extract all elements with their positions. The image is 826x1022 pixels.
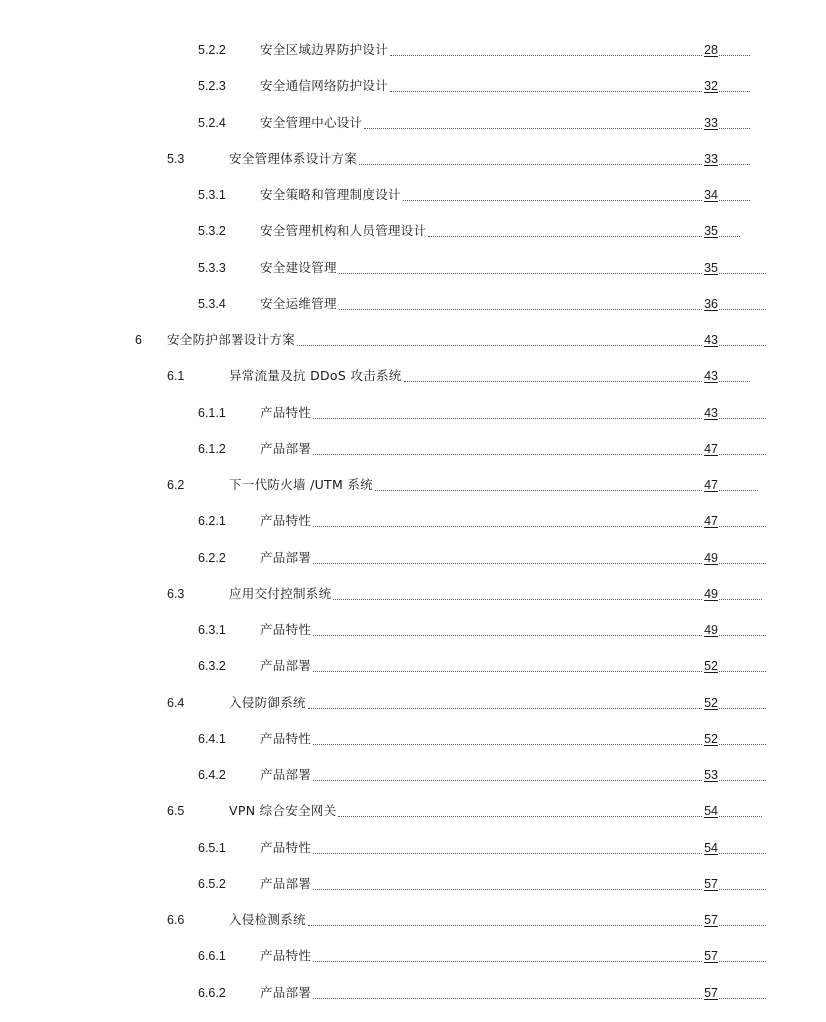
dot-leader bbox=[313, 670, 702, 672]
toc-entry-number: 6 bbox=[135, 333, 142, 347]
dot-leader-tail bbox=[719, 380, 750, 382]
dot-leader-tail bbox=[719, 308, 766, 310]
toc-entry[interactable] bbox=[198, 221, 740, 241]
toc-entry-page-number[interactable]: 54 bbox=[704, 804, 718, 819]
toc-entry-number: 6.6 bbox=[167, 913, 185, 927]
toc-entry-page-number[interactable]: 52 bbox=[704, 695, 718, 710]
toc-entry-page-number[interactable]: 33 bbox=[704, 151, 718, 166]
dot-leader bbox=[364, 127, 702, 129]
toc-entry-title: 安全建设管理 bbox=[260, 259, 337, 275]
toc-entry[interactable] bbox=[198, 946, 766, 966]
toc-entry[interactable] bbox=[198, 548, 766, 568]
dot-leader bbox=[428, 235, 702, 237]
dot-leader bbox=[297, 344, 702, 346]
dot-leader-tail bbox=[719, 199, 750, 201]
toc-entry-number: 5.3.2 bbox=[198, 224, 226, 239]
toc-entry-title: 产品特性 bbox=[260, 622, 312, 637]
toc-entry[interactable] bbox=[198, 983, 766, 1003]
dot-leader bbox=[338, 815, 702, 817]
toc-entry-number: 6.2.2 bbox=[198, 550, 226, 565]
dot-leader-tail bbox=[719, 960, 766, 962]
toc-entry-number: 5.3.4 bbox=[198, 296, 226, 311]
toc-entry-page-number[interactable]: 34 bbox=[704, 188, 718, 202]
toc-entry-page-number[interactable]: 57 bbox=[704, 949, 718, 964]
dot-leader-tail bbox=[719, 163, 750, 165]
dot-leader bbox=[339, 308, 702, 310]
toc-entry-title: 安全管理体系设计方案 bbox=[229, 150, 358, 166]
toc-entry-title: 入侵检测系统 bbox=[229, 912, 306, 927]
toc-entry-title: 产品部署 bbox=[260, 875, 312, 891]
dot-leader bbox=[313, 960, 702, 962]
dot-leader bbox=[313, 852, 702, 854]
toc-entry[interactable] bbox=[198, 76, 750, 96]
toc-entry-page-number[interactable]: 47 bbox=[704, 514, 718, 529]
dot-leader-tail bbox=[719, 779, 766, 781]
toc-entry-number: 6.3.2 bbox=[198, 659, 226, 674]
toc-entry[interactable] bbox=[198, 656, 766, 676]
dot-leader-tail bbox=[719, 924, 766, 926]
toc-entry-title: 安全通信网络防护设计 bbox=[260, 78, 389, 94]
toc-entry-number: 6.4.1 bbox=[198, 731, 226, 746]
toc-entry-title: 安全管理机构和人员管理设计 bbox=[260, 223, 427, 239]
toc-entry-page-number[interactable]: 35 bbox=[704, 224, 718, 239]
toc-entry-title: 下一代防火墙 /UTM 系统 bbox=[229, 477, 373, 492]
toc-entry-number: 6.5 bbox=[167, 804, 185, 819]
toc-entry-page-number[interactable]: 35 bbox=[704, 260, 718, 275]
dot-leader-tail bbox=[719, 127, 750, 129]
dot-leader-tail bbox=[719, 997, 766, 999]
toc-entry-title: 产品部署 bbox=[260, 549, 312, 565]
toc-entry[interactable] bbox=[198, 765, 766, 785]
dot-leader-tail bbox=[719, 634, 766, 636]
toc-entry-title: 产品特性 bbox=[260, 404, 312, 420]
toc-entry-page-number[interactable]: 32 bbox=[704, 79, 718, 94]
toc-entry-title: 产品部署 bbox=[260, 658, 312, 674]
dot-leader-tail bbox=[719, 743, 766, 745]
dot-leader bbox=[404, 380, 703, 382]
toc-entry-number: 5.3 bbox=[167, 151, 185, 166]
toc-entry-title: 异常流量及抗 DDoS 攻击系统 bbox=[229, 368, 402, 384]
toc-entry-number: 6.1.2 bbox=[198, 441, 226, 456]
toc-entry-page-number[interactable]: 52 bbox=[704, 731, 718, 746]
toc-entry[interactable] bbox=[198, 185, 750, 205]
dot-leader bbox=[339, 272, 702, 274]
toc-entry-number: 6.6.1 bbox=[198, 949, 226, 964]
toc-entry-number: 6.6.2 bbox=[198, 985, 226, 1000]
dot-leader bbox=[308, 707, 702, 709]
toc-entry-page-number[interactable]: 53 bbox=[704, 768, 718, 782]
toc-entry-number: 6.5.1 bbox=[198, 840, 226, 855]
toc-entry-title: 产品部署 bbox=[260, 984, 312, 1000]
toc-entry-title: 安全管理中心设计 bbox=[260, 114, 363, 130]
toc-entry[interactable] bbox=[198, 439, 766, 459]
dot-leader-tail bbox=[719, 598, 762, 600]
dot-leader bbox=[313, 453, 702, 455]
toc-entry-number: 6.2 bbox=[167, 478, 185, 492]
toc-entry-page-number[interactable]: 28 bbox=[704, 43, 718, 57]
toc-entry[interactable] bbox=[198, 511, 766, 531]
toc-entry[interactable] bbox=[167, 801, 762, 821]
toc-entry-number: 6.2.1 bbox=[198, 514, 226, 529]
dot-leader bbox=[313, 997, 702, 999]
toc-entry[interactable] bbox=[167, 475, 758, 495]
toc-entry[interactable] bbox=[135, 330, 766, 350]
toc-entry-page-number[interactable]: 43 bbox=[704, 405, 718, 420]
toc-entry-title: 应用交付控制系统 bbox=[229, 585, 332, 601]
toc-entry-number: 5.2.2 bbox=[198, 43, 226, 57]
toc-entry-title: 产品特性 bbox=[260, 839, 312, 855]
dot-leader bbox=[313, 525, 702, 527]
toc-entry-page-number[interactable]: 49 bbox=[704, 550, 718, 565]
toc-entry-title: 安全区域边界防护设计 bbox=[260, 42, 389, 57]
dot-leader-tail bbox=[719, 90, 750, 92]
toc-entry-page-number[interactable]: 57 bbox=[704, 985, 718, 1000]
dot-leader-tail bbox=[719, 235, 740, 237]
toc-entry[interactable] bbox=[198, 113, 750, 133]
dot-leader bbox=[313, 888, 702, 890]
toc-entry[interactable] bbox=[198, 40, 750, 60]
toc-entry[interactable] bbox=[198, 294, 766, 314]
dot-leader bbox=[375, 489, 702, 491]
dot-leader-tail bbox=[719, 562, 766, 564]
toc-entry-page-number[interactable]: 33 bbox=[704, 115, 718, 130]
dot-leader-tail bbox=[719, 54, 750, 56]
toc-entry-title: 安全策略和管理制度设计 bbox=[260, 187, 401, 202]
dot-leader bbox=[333, 598, 702, 600]
toc-entry[interactable] bbox=[198, 729, 766, 749]
toc-entry-number: 5.2.3 bbox=[198, 79, 226, 94]
dot-leader bbox=[403, 199, 702, 201]
toc-entry-title: 安全防护部署设计方案 bbox=[167, 332, 296, 347]
toc-entry[interactable] bbox=[198, 874, 766, 894]
toc-entry[interactable] bbox=[198, 620, 766, 640]
dot-leader-tail bbox=[719, 525, 766, 527]
toc-entry-page-number[interactable]: 54 bbox=[704, 840, 718, 855]
dot-leader-tail bbox=[719, 453, 766, 455]
toc-entry[interactable] bbox=[167, 910, 766, 930]
dot-leader-tail bbox=[719, 815, 762, 817]
toc-entry-title: 产品部署 bbox=[260, 767, 312, 782]
toc-entry[interactable] bbox=[167, 584, 762, 604]
toc-entry-title: 安全运维管理 bbox=[260, 295, 337, 311]
dot-leader bbox=[390, 54, 702, 56]
dot-leader bbox=[313, 779, 702, 781]
toc-entry[interactable] bbox=[198, 838, 766, 858]
toc-entry-title: 产品特性 bbox=[260, 513, 312, 529]
toc-entry-page-number[interactable]: 36 bbox=[704, 296, 718, 311]
toc-entry-number: 6.5.2 bbox=[198, 876, 226, 891]
dot-leader bbox=[313, 417, 702, 419]
dot-leader bbox=[313, 562, 702, 564]
toc-entry-title: 产品特性 bbox=[260, 730, 312, 746]
toc-entry[interactable] bbox=[167, 366, 750, 386]
toc-entry-number: 6.1 bbox=[167, 369, 185, 384]
toc-entry-title: VPN 综合安全网关 bbox=[229, 803, 337, 819]
dot-leader-tail bbox=[719, 489, 758, 491]
toc-entry-number: 5.3.3 bbox=[198, 260, 226, 275]
toc-entry-page-number[interactable]: 49 bbox=[704, 623, 718, 637]
toc-entry-page-number[interactable]: 43 bbox=[704, 369, 718, 384]
toc-entry-number: 6.1.1 bbox=[198, 405, 226, 420]
toc-entry-number: 6.3.1 bbox=[198, 623, 226, 637]
dot-leader-tail bbox=[719, 417, 766, 419]
toc-entry-number: 6.4 bbox=[167, 695, 185, 710]
toc-entry-title: 产品部署 bbox=[260, 440, 312, 456]
toc-entry-number: 5.2.4 bbox=[198, 115, 226, 130]
dot-leader-tail bbox=[719, 707, 766, 709]
dot-leader-tail bbox=[719, 888, 766, 890]
toc-entry-title: 产品特性 bbox=[260, 948, 312, 964]
toc-entry-page-number[interactable]: 47 bbox=[704, 478, 718, 492]
toc-entry-number: 6.3 bbox=[167, 586, 185, 601]
toc-entry-page-number[interactable]: 43 bbox=[704, 333, 718, 347]
dot-leader bbox=[308, 924, 702, 926]
dot-leader-tail bbox=[719, 344, 766, 346]
toc-entry[interactable] bbox=[198, 258, 766, 278]
toc-entry[interactable] bbox=[198, 403, 766, 423]
toc-entry-page-number[interactable]: 57 bbox=[704, 876, 718, 891]
toc-entry-title: 入侵防御系统 bbox=[229, 694, 306, 710]
toc-entry[interactable] bbox=[167, 149, 750, 169]
toc-entry-page-number[interactable]: 57 bbox=[704, 913, 718, 927]
toc-entry-number: 6.4.2 bbox=[198, 768, 226, 782]
dot-leader bbox=[313, 743, 702, 745]
toc-entry[interactable] bbox=[167, 693, 766, 713]
toc-entry-page-number[interactable]: 49 bbox=[704, 586, 718, 601]
toc-entry-number: 5.3.1 bbox=[198, 188, 226, 202]
toc-entry-page-number[interactable]: 52 bbox=[704, 659, 718, 674]
dot-leader bbox=[390, 90, 702, 92]
dot-leader bbox=[313, 634, 702, 636]
dot-leader-tail bbox=[719, 272, 766, 274]
dot-leader-tail bbox=[719, 852, 766, 854]
dot-leader bbox=[359, 163, 702, 165]
toc-entry-page-number[interactable]: 47 bbox=[704, 441, 718, 456]
dot-leader-tail bbox=[719, 670, 766, 672]
